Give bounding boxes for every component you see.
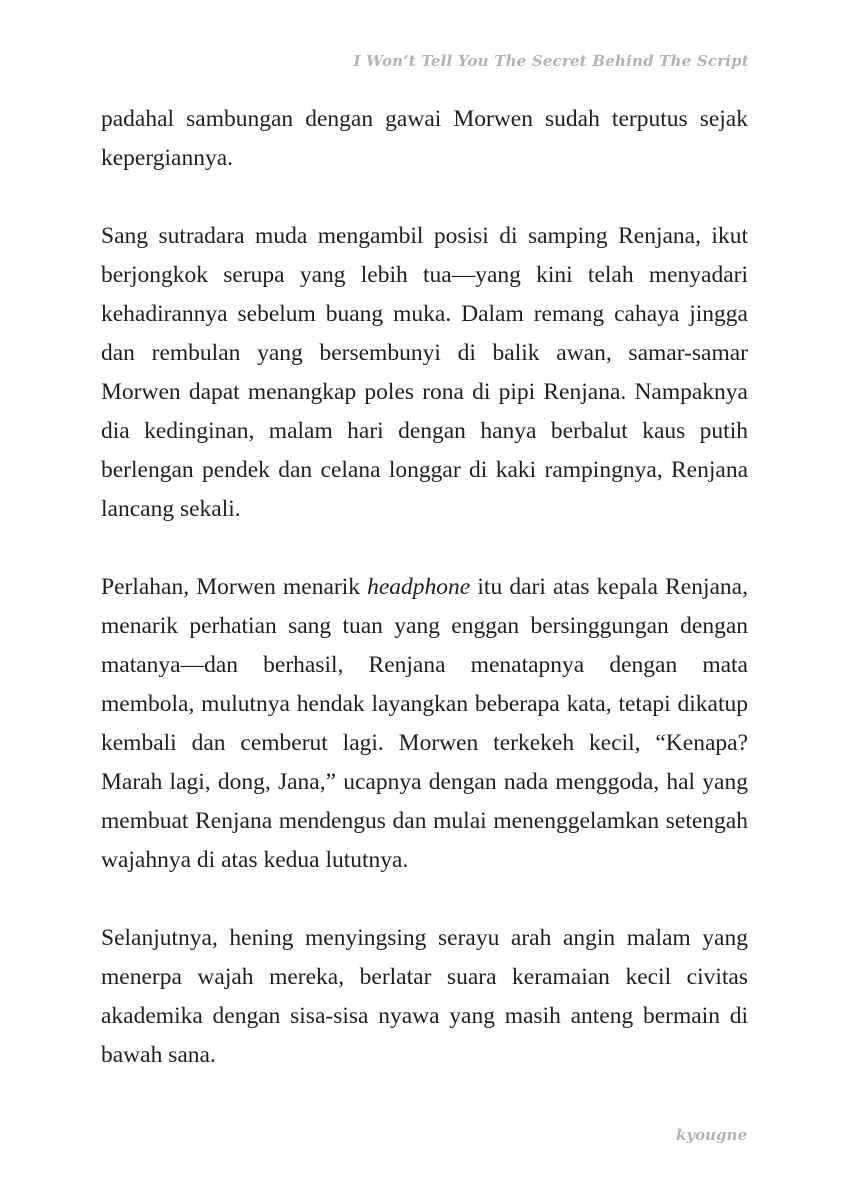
- paragraph-2: Sang sutradara muda mengambil posisi di samping Renjana, ikut berjongkok serupa yang lebih tua—yang kini telah menyadari kehadirannya sebelum buang muka. Dalam remang cahaya jingga dan rembulan yang bersembunyi di balik awan, samar-samar Morwen dapat menangkap poles rona di pipi Renjana. Nampaknya dia kedinginan, malam hari dengan hanya berbalut kaus putih berlengan pendek dan celana longgar di kaki rampingnya, Renjana lancang sekali.: [101, 223, 748, 522]
- footer-author: kyougne: [676, 1126, 747, 1144]
- paragraph-3-text-after: itu dari atas kepala Renjana, menarik perhatian sang tuan yang enggan bersinggungan dengan matanya—dan berhasil, Renjana menatapnya dengan mata membola, mulutnya hendak layangkan beberapa kata, tetapi dikatup kembali dan cemberut lagi. Morwen terkekeh kecil, “Kenapa? Marah lagi, dong, Jana,” ucapnya dengan nada menggoda, hal yang membuat Renjana mendengus dan mulai menenggelamkan setengah wajahnya di atas kedua lututnya.: [101, 574, 748, 873]
- running-header-title: I Won’t Tell You The Secret Behind The Script: [353, 52, 749, 70]
- body-text: [101, 100, 748, 1075]
- paragraph-3-text-before: Perlahan, Morwen menarik: [101, 574, 368, 600]
- paragraph-3: [101, 568, 748, 880]
- paragraph-3-italic-word: headphone: [367, 574, 471, 600]
- paragraph-4: Selanjutnya, hening menyingsing serayu arah angin malam yang menerpa wajah mereka, berlatar suara keramaian kecil civitas akademika dengan sisa-sisa nyawa yang masih anteng bermain di bawah sana.: [101, 925, 748, 1068]
- paragraph-1: padahal sambungan dengan gawai Morwen sudah terputus sejak kepergiannya.: [101, 106, 748, 171]
